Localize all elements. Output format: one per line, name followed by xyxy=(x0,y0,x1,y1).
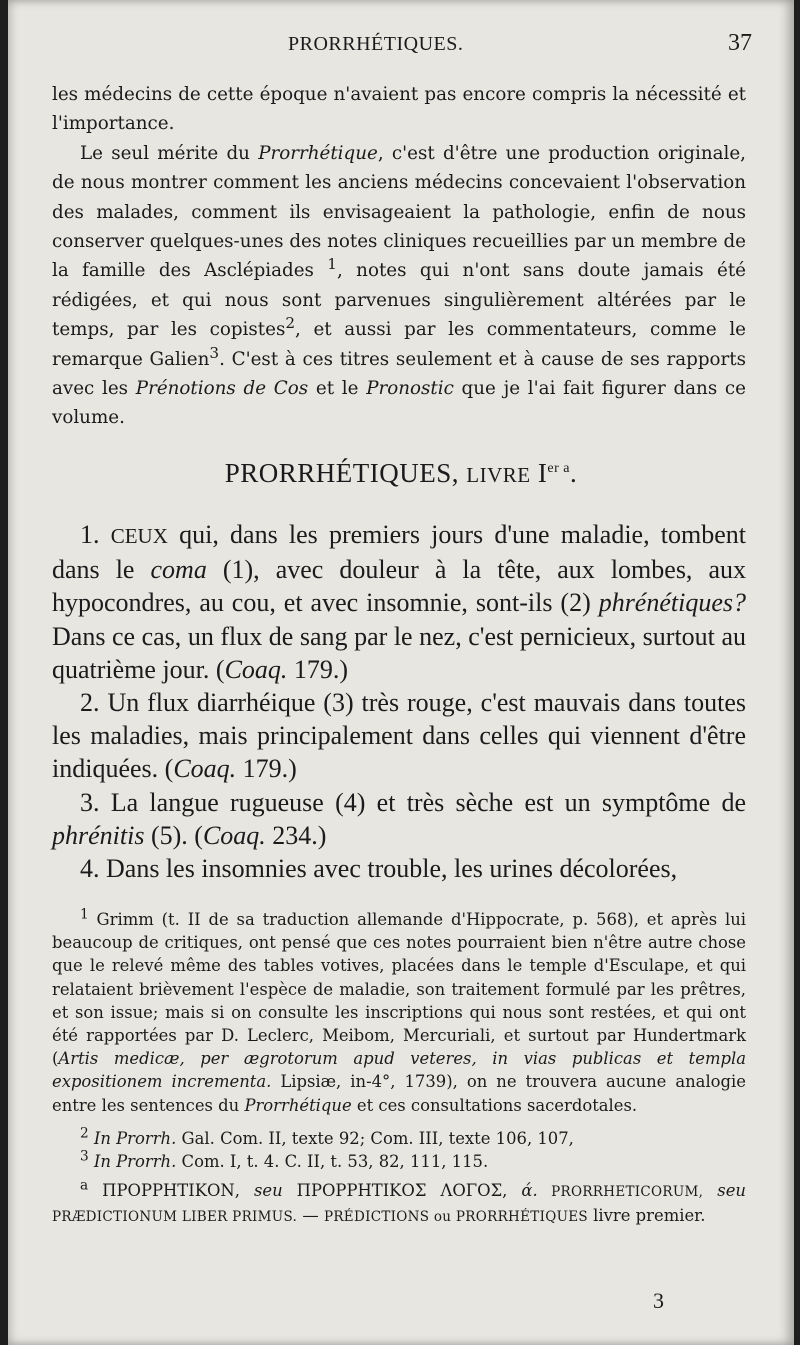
page-number: 37 xyxy=(728,30,752,56)
footnote-ref-3: 3 xyxy=(209,343,220,362)
signature-mark: 3 xyxy=(653,1288,664,1313)
footnote-ref-1: 1 xyxy=(327,255,337,274)
intro-text xyxy=(52,80,746,433)
work-title: Pronostic xyxy=(366,378,454,400)
aphorisms xyxy=(52,518,746,885)
intro-paragraph-2: Le seul mérite du Prorrhétique, c'est d'être une production originale, de nous montrer comment les anciens médecins concevaient l'observation des malades, comment ils envisageaient la pathologie, enfin de nous conserver quelques-unes des notes cliniques recueillies par un membre de la famille des Asclépiades $^1$, notes qui n'ont sans doute jamais été rédigées, et qui nous sont parvenues singulièrement altérées par le temps, par les copistes$^2$, et aussi par les commentateurs, comme le remarque Galien$^3$. C'est à ces titres seulement et à cause de ses rapports avec les Prénotions de Cos et le Pronostic que je l'ai fait figurer dans ce volume. xyxy=(52,142,747,429)
aphorism-4: 4. Dans les insomnies avec trouble, les urines décolorées, xyxy=(80,854,678,884)
aphorism-1: 1. CEUX qui, dans les premiers jours d'une maladie, tombent dans le coma (1), avec douleur à la tête, aux lombes, aux hypocondres, au cou, et avec insomnie, sont-ils (2) phrénétiques? Dans ce cas, un flux de sang par le nez, c'est pernicieux, surtout au quatrième jour. (Coaq. 179.) xyxy=(52,520,747,684)
book-page xyxy=(8,0,794,1345)
footnote-3: $^3$ In Prorrh. Com. I, t. 4. C. II, t. 53, 82, 111, 115. xyxy=(80,1148,489,1172)
footnote-1: $^1$ Grimm (t. II de sa traduction allemande d'Hippocrate, p. 568), et après lui beaucoup de critiques, ont pensé que ces notes pourraient bien n'être autre chose que le relevé même des tables votives, placées dans le temple d'Esculape, et qui relataient brièvement l'espèce de maladie, son traitement formulé par les prêtres, et son issue; mais si on consulte les inscriptions qui nous sont restées, et qui ont été rapportées par D. Leclerc, Meibom, Mercuriali, et surtout par Hundertmark (Artis medicæ, per ægrotorum apud veteres, in vias publicas et templa expositionem incrementa. Lipsiæ, in-4°, 1739), on ne trouvera aucune analogie entre les sentences du Prorrhétique et ces consultations sacerdotales. xyxy=(52,906,746,1115)
aphorism-3: 3. La langue rugueuse (4) et très sèche est un symptôme de phrénitis (5). (Coaq. 234.) xyxy=(52,787,746,850)
footnote-ref-2: 2 xyxy=(285,314,296,333)
intro-paragraph-1: les médecins de cette époque n'avaient pas encore compris la nécessité et l'importance. xyxy=(52,84,746,135)
work-title: Prénotions de Cos xyxy=(135,378,309,400)
footnotes xyxy=(52,908,746,1230)
aphorism-2: 2. Un flux diarrhéique (3) très rouge, c'est mauvais dans toutes les maladies, mais principalement dans celles qui viennent d'être indiquées. (Coaq. 179.) xyxy=(52,688,746,784)
work-title: Prorrhétique xyxy=(258,142,378,164)
page-header xyxy=(8,30,794,62)
heading-superscript: er a xyxy=(547,461,570,476)
section-heading: PRORRHÉTIQUES, LIVRE $I^{er a}$. xyxy=(224,458,578,488)
footnote-a: $^a$ ΠΡΟΡΡΗΤΙΚΟΝ, seu ΠΡΟΡΡΗΤΙΚΟΣ ΛΟΓΟΣ, ά. PRORRHETICORUM, seu PRÆDICTIONUM LIBER PRIMUS. — PRÉDICTIONS ou PRORRHÉTIQUES livre premier. xyxy=(52,1177,746,1226)
footnote-2: $^2$ In Prorrh. Gal. Com. II, texte 92; Com. III, texte 106, 107, xyxy=(80,1125,574,1148)
running-title: PRORRHÉTIQUES. xyxy=(288,33,464,55)
